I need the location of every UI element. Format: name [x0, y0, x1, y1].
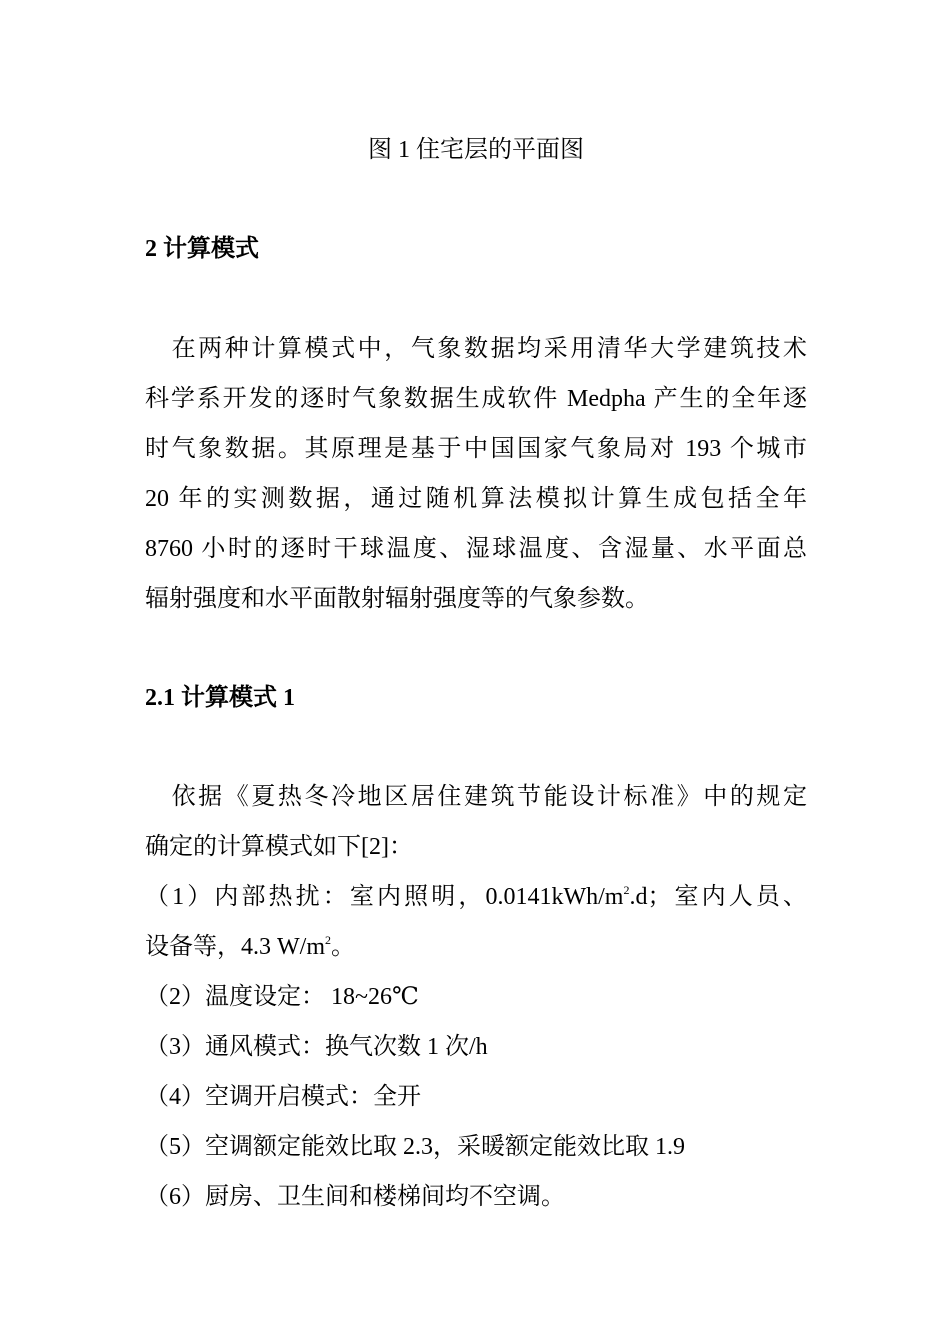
paragraph-line: 科学系开发的逐时气象数据生成软件 Medpha 产生的全年逐 [145, 386, 807, 412]
section-heading-2: 2 计算模式 [145, 236, 259, 262]
list-item-text: .d；室内人员、 [629, 884, 807, 910]
paragraph-line: 在两种计算模式中，气象数据均采用清华大学建筑技术 [145, 336, 807, 362]
list-item-1 [145, 872, 807, 922]
paragraph-line: 时气象数据。其原理是基于中国国家气象局对 193 个城市 [145, 436, 807, 462]
superscript: 2 [325, 933, 331, 947]
list-item-5: （5）空调额定能效比取 2.3，采暖额定能效比取 1.9 [145, 1134, 685, 1160]
paragraph-line: 确定的计算模式如下[2]： [145, 834, 413, 860]
list-item-3: （3）通风模式：换气次数 1 次/h [145, 1034, 488, 1060]
paragraph-line: 8760 小时的逐时干球温度、湿球温度、含湿量、水平面总 [145, 536, 807, 562]
superscript: 2 [623, 883, 630, 897]
list-item-6: （6）厨房、卫生间和楼梯间均不空调。 [145, 1184, 565, 1210]
paragraph-line: 20 年的实测数据，通过随机算法模拟计算生成包括全年 [145, 486, 807, 512]
figure-caption: 图 1 住宅层的平面图 [368, 137, 584, 163]
list-item-2: （2）温度设定： 18~26℃ [145, 984, 419, 1010]
section-2-paragraph [145, 324, 807, 624]
paragraph-line: 辐射强度和水平面散射辐射强度等的气象参数。 [145, 586, 649, 612]
paragraph-line: 依据《夏热冬冷地区居住建筑节能设计标准》中的规定 [145, 784, 807, 810]
list-item-4: （4）空调开启模式：全开 [145, 1084, 421, 1110]
list-item-text: 设备等，4.3 W/m [145, 934, 325, 960]
list-item-1-continued [145, 922, 807, 972]
list-item-text: （1）内部热扰：室内照明，0.0141kWh/m [145, 884, 624, 910]
section-heading-2-1: 2.1 计算模式 1 [145, 685, 295, 711]
section-2-1-intro [145, 772, 807, 872]
list-item-text: 。 [331, 934, 355, 960]
calculation-mode-list [145, 872, 807, 1222]
